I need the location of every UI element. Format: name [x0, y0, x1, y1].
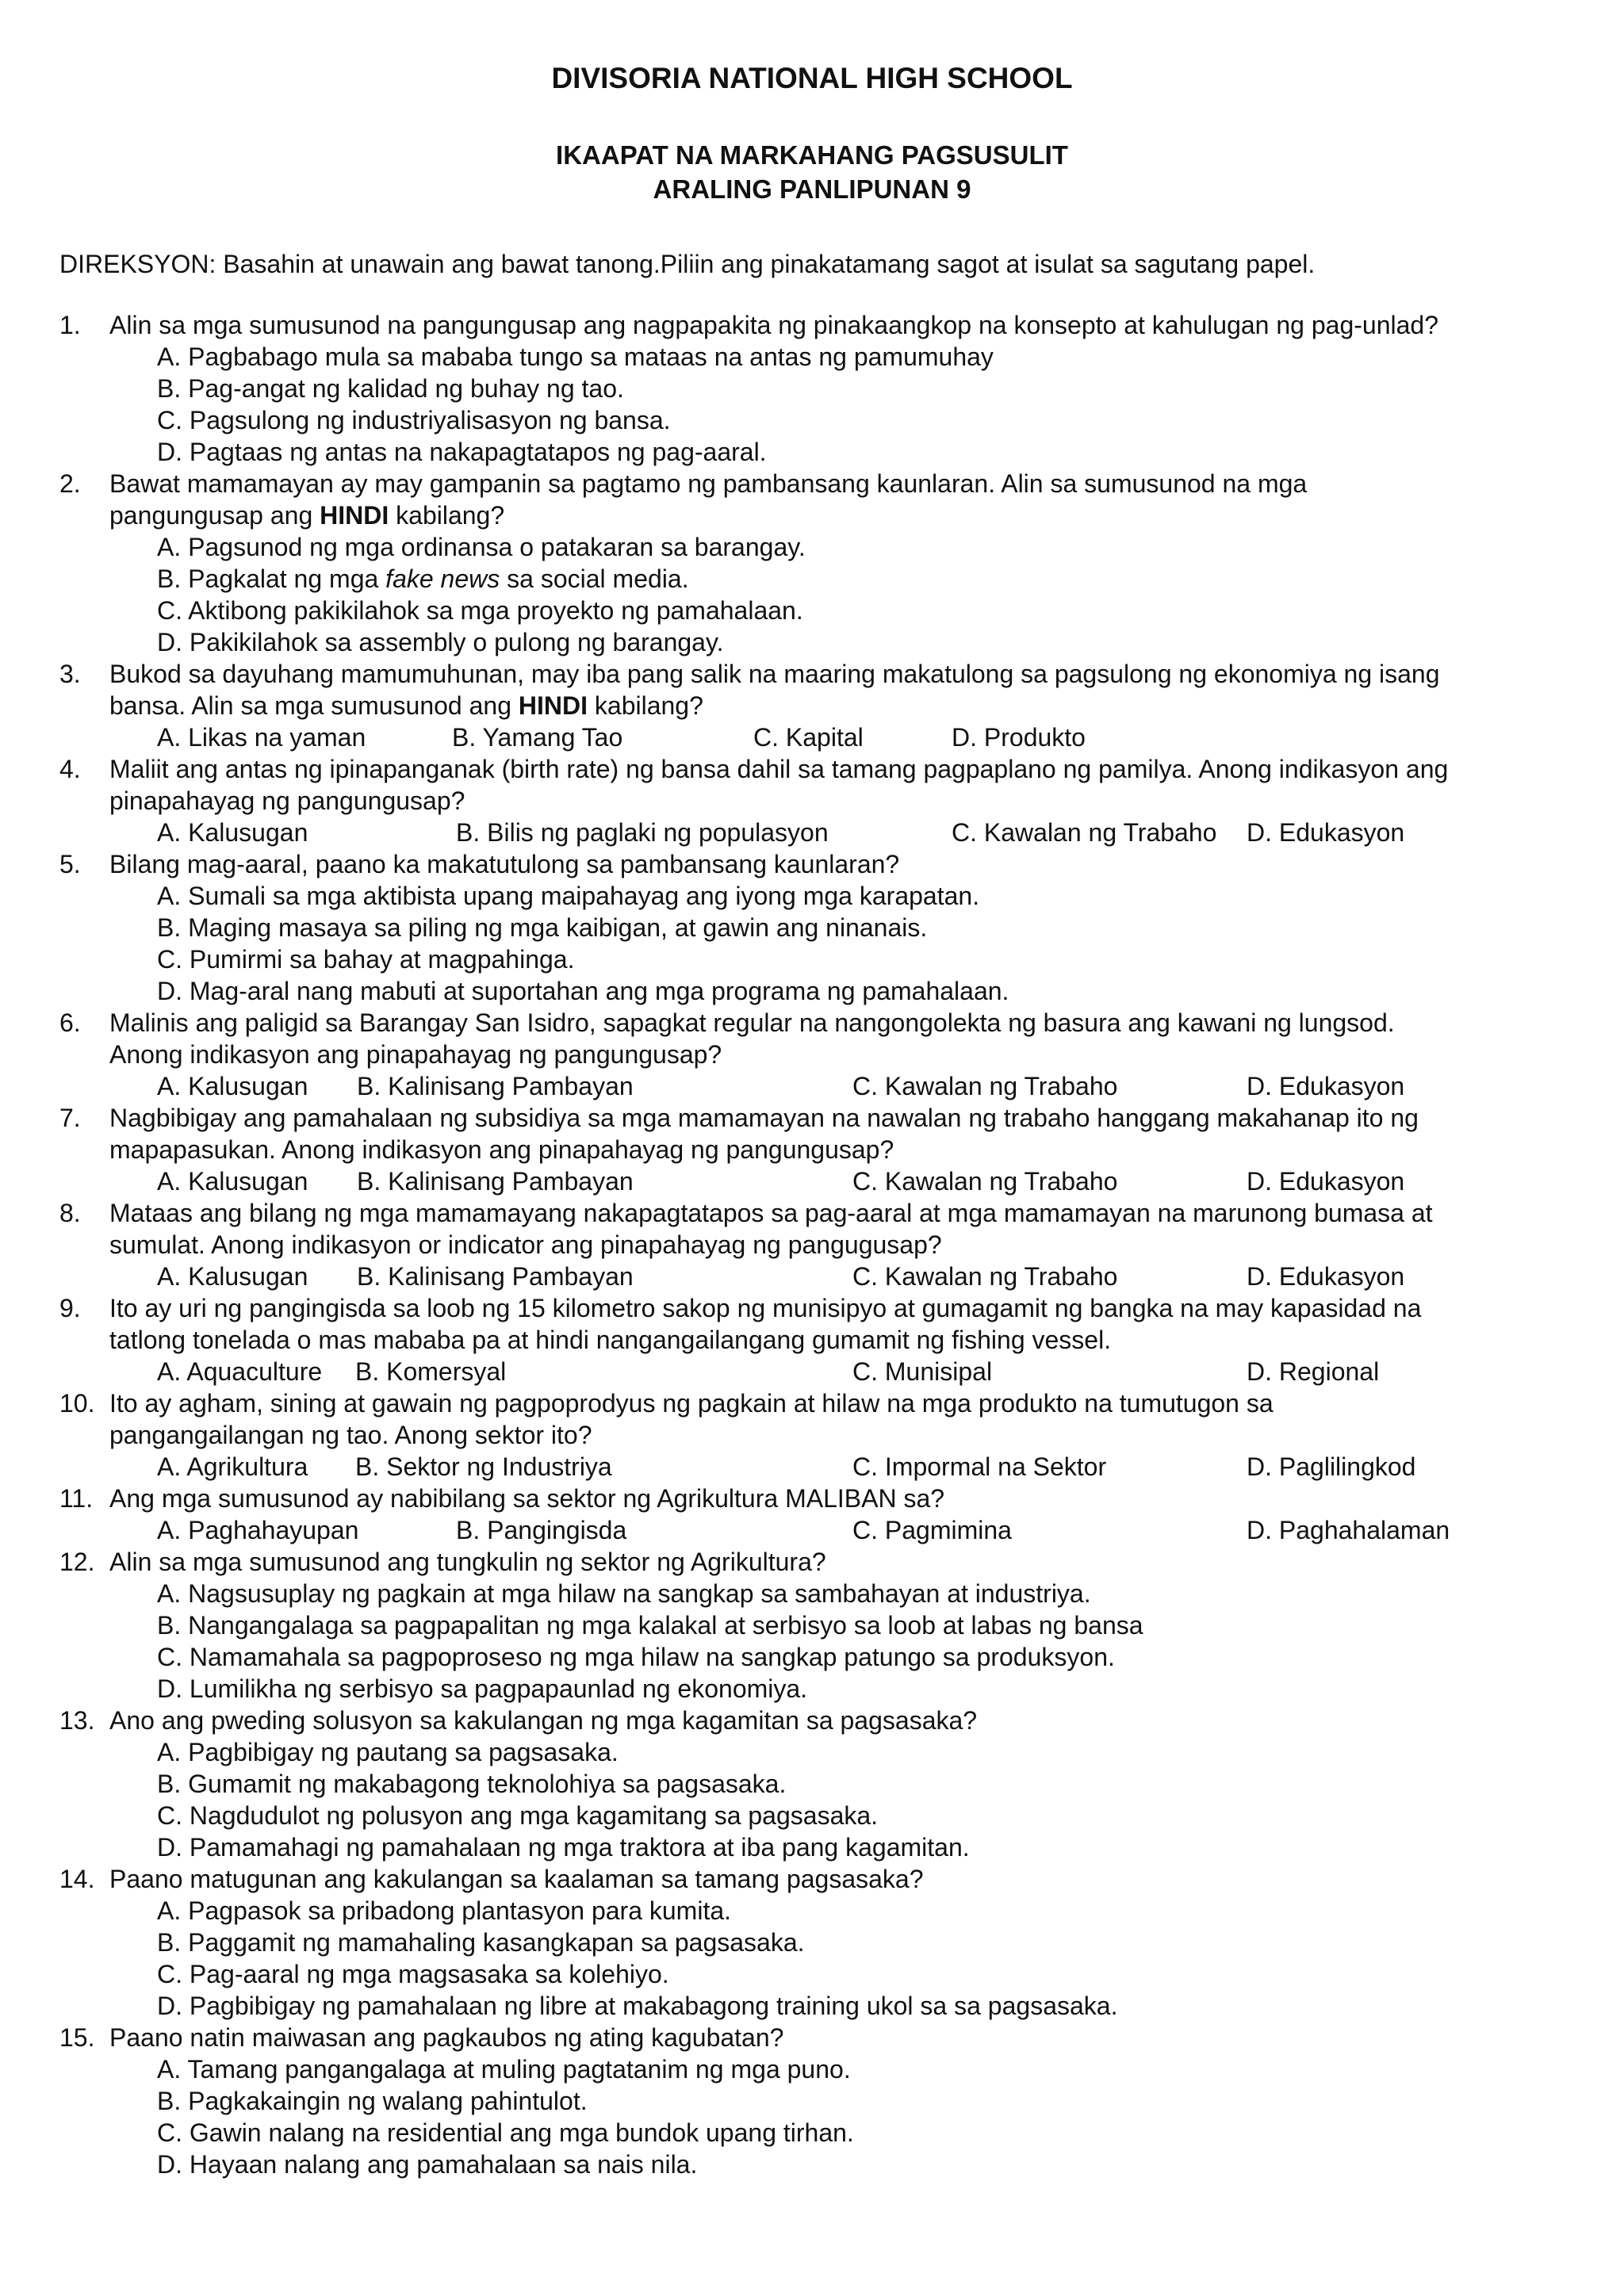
option: B. Sektor ng Industriya — [355, 1452, 612, 1481]
question-number: 13. — [59, 1706, 95, 1735]
option: D. Paghahalaman — [1247, 1516, 1450, 1544]
option: B. Pagkakaingin ng walang pahintulot. — [157, 2087, 588, 2115]
option: A. Agrikultura — [157, 1452, 308, 1481]
exam-title: IKAAPAT NA MARKAHANG PAGSUSULIT — [556, 140, 1068, 170]
option: A. Aquaculture — [157, 1357, 323, 1386]
option: C. Aktibong pakikilahok sa mga proyekto ng pamahalaan. — [157, 596, 803, 625]
option: C. Munisipal — [852, 1357, 993, 1386]
option: C. Impormal na Sektor — [852, 1452, 1107, 1481]
question-9 — [0, 1292, 1624, 1387]
option: B. Pangingisda — [456, 1516, 627, 1544]
question-text-line-2 — [109, 499, 504, 531]
option: D. Edukasyon — [1247, 818, 1405, 847]
question-text: Ito ay agham, sining at gawain ng pagpoprodyus ng pagkain at hilaw na mga produkto na tumutugon sa — [109, 1389, 1274, 1418]
option: D. Regional — [1247, 1357, 1380, 1386]
option: A. Tamang pangangalaga at muling pagtatanim ng mga puno. — [157, 2055, 851, 2084]
question-number: 8. — [59, 1199, 81, 1227]
option: C. Kawalan ng Trabaho — [852, 1167, 1118, 1196]
option: C. Pumirmi sa bahay at magpahinga. — [157, 945, 575, 974]
option: C. Gawin nalang na residential ang mga bundok upang tirhan. — [157, 2118, 854, 2147]
option: D. Pamamahagi ng pamahalaan ng mga traktora at iba pang kagamitan. — [157, 1833, 970, 1862]
question-text: Bilang mag-aaral, paano ka makatutulong sa pambansang kaunlaran? — [109, 850, 900, 878]
option: A. Kalusugan — [157, 1072, 308, 1100]
question-text: Paano matugunan ang kakulangan sa kaalaman sa tamang pagsasaka? — [109, 1865, 924, 1893]
option: A. Nagsusuplay ng pagkain at mga hilaw na sangkap sa sambahayan at industriya. — [157, 1579, 1091, 1608]
option: C. Namamahala sa pagpoproseso ng mga hilaw na sangkap patungo sa produksyon. — [157, 1643, 1115, 1671]
question-3 — [0, 658, 1624, 753]
question-7 — [0, 1102, 1624, 1197]
option: B. Komersyal — [355, 1357, 507, 1386]
option: D. Pakikilahok sa assembly o pulong ng barangay. — [157, 628, 724, 656]
option: C. Kapital — [753, 723, 864, 752]
emphasis-text: HINDI — [320, 501, 389, 530]
text-segment: kabilang? — [588, 691, 703, 720]
option: C. Pagmimina — [852, 1516, 1012, 1544]
question-number: 15. — [59, 2023, 95, 2052]
option: D. Pagbibigay ng pamahalaan ng libre at makabagong training ukol sa sa pagsasaka. — [157, 1992, 1118, 2020]
question-text: Maliit ang antas ng ipinapanganak (birth rate) ng bansa dahil sa tamang pagpaplano ng pamilya. Anong indikasyon ang — [109, 755, 1449, 783]
text-segment: pangungusap ang — [109, 501, 320, 530]
option: D. Pagtaas ng antas na nakapagtatapos ng pag-aaral. — [157, 438, 767, 466]
question-number: 1. — [59, 311, 81, 339]
question-text: Ito ay uri ng pangingisda sa loob ng 15 kilometro sakop ng munisipyo at gumagamit ng bangka na may kapasidad na — [109, 1294, 1422, 1322]
question-number: 11. — [59, 1484, 94, 1513]
question-2 — [0, 468, 1624, 658]
school-name: DIVISORIA NATIONAL HIGH SCHOOL — [551, 62, 1073, 94]
text-segment: bansa. Alin sa mga sumusunod ang — [109, 691, 519, 720]
option: B. Yamang Tao — [452, 723, 623, 752]
question-text: Malinis ang paligid sa Barangay San Isidro, sapagkat regular na nangongolekta ng basura ang kawani ng lungsod. — [109, 1008, 1395, 1037]
option: A. Kalusugan — [157, 818, 308, 847]
option: B. Pag-angat ng kalidad ng buhay ng tao. — [157, 374, 624, 403]
question-number: 7. — [59, 1104, 81, 1132]
text-segment: B. Pagkalat ng mga — [157, 564, 386, 593]
question-text: Alin sa mga sumusunod na pangungusap ang nagpapakita ng pinakaangkop na konsepto at kahulugan ng pag-unlad? — [109, 311, 1438, 339]
question-number: 5. — [59, 850, 81, 878]
italic-text: fake news — [385, 564, 500, 593]
text-segment: sa social media. — [500, 564, 689, 593]
option: C. Kawalan ng Trabaho — [852, 1262, 1118, 1291]
option — [157, 563, 689, 595]
option: A. Kalusugan — [157, 1262, 308, 1291]
question-text-line-2: pangangailangan ng tao. Anong sektor ito? — [109, 1421, 592, 1449]
option: D. Paglilingkod — [1247, 1452, 1416, 1481]
question-list — [0, 309, 1624, 2180]
question-text-line-2: sumulat. Anong indikasyon or indicator ang pinapahayag ng pangugusap? — [109, 1230, 942, 1259]
question-13 — [0, 1705, 1624, 1863]
question-number: 3. — [59, 660, 81, 688]
option: A. Pagbabago mula sa mababa tungo sa mataas na antas ng pamumuhay — [157, 342, 994, 371]
option: A. Paghahayupan — [157, 1516, 359, 1544]
option: D. Edukasyon — [1247, 1167, 1405, 1196]
option: B. Bilis ng paglaki ng populasyon — [456, 818, 829, 847]
question-10 — [0, 1387, 1624, 1483]
option: A. Likas na yaman — [157, 723, 366, 752]
option: B. Gumamit ng makabagong teknolohiya sa pagsasaka. — [157, 1770, 787, 1798]
option: D. Edukasyon — [1247, 1072, 1405, 1100]
option: D. Lumilikha ng serbisyo sa pagpapaunlad ng ekonomiya. — [157, 1674, 808, 1703]
subject-title: ARALING PANLIPUNAN 9 — [653, 174, 971, 204]
question-text: Mataas ang bilang ng mga mamamayang nakapagtatapos sa pag-aaral at mga mamamayan na marunong bumasa at — [109, 1199, 1433, 1227]
question-6 — [0, 1007, 1624, 1102]
question-text: Ang mga sumusunod ay nabibilang sa sektor ng Agrikultura MALIBAN sa? — [109, 1484, 945, 1513]
question-11 — [0, 1483, 1624, 1546]
question-1 — [0, 309, 1624, 468]
option: B. Paggamit ng mamahaling kasangkapan sa pagsasaka. — [157, 1928, 805, 1957]
emphasis-text: HINDI — [518, 691, 588, 720]
option: C. Nagdudulot ng polusyon ang mga kagamitang sa pagsasaka. — [157, 1801, 879, 1830]
option: D. Hayaan nalang ang pamahalaan sa nais nila. — [157, 2150, 698, 2179]
question-text: Paano natin maiwasan ang pagkaubos ng ating kagubatan? — [109, 2023, 784, 2052]
option: A. Pagpasok sa pribadong plantasyon para kumita. — [157, 1896, 732, 1925]
question-number: 14. — [59, 1865, 95, 1893]
option: C. Pagsulong ng industriyalisasyon ng bansa. — [157, 406, 671, 434]
question-5 — [0, 848, 1624, 1007]
option: D. Produkto — [952, 723, 1086, 752]
question-text-line-2 — [109, 690, 703, 721]
question-14 — [0, 1863, 1624, 2022]
question-text-line-2: tatlong tonelada o mas mababa pa at hindi nangangailangang gumamit ng fishing vessel. — [109, 1326, 1112, 1354]
option: B. Kalinisang Pambayan — [357, 1072, 634, 1100]
option: A. Kalusugan — [157, 1167, 308, 1196]
question-number: 6. — [59, 1008, 81, 1037]
option: D. Mag-aral nang mabuti at suportahan ang mga programa ng pamahalaan. — [157, 977, 1009, 1005]
option: B. Kalinisang Pambayan — [357, 1167, 634, 1196]
question-8 — [0, 1197, 1624, 1292]
question-number: 4. — [59, 755, 81, 783]
question-number: 9. — [59, 1294, 81, 1322]
option: B. Nangangalaga sa pagpapalitan ng mga kalakal at serbisyo sa loob at labas ng bansa — [157, 1611, 1143, 1640]
option: D. Edukasyon — [1247, 1262, 1405, 1291]
question-4 — [0, 753, 1624, 848]
option: C. Kawalan ng Trabaho — [952, 818, 1217, 847]
option: B. Kalinisang Pambayan — [357, 1262, 634, 1291]
question-number: 2. — [59, 469, 81, 498]
option: C. Pag-aaral ng mga magsasaka sa kolehiyo. — [157, 1960, 669, 1988]
question-text-line-2: pinapahayag ng pangungusap? — [109, 786, 465, 815]
question-15 — [0, 2022, 1624, 2180]
option: A. Pagbibigay ng pautang sa pagsasaka. — [157, 1738, 619, 1766]
question-text-line-2: mapapasukan. Anong indikasyon ang pinapahayag ng pangungusap? — [109, 1135, 894, 1164]
question-text: Alin sa mga sumusunod ang tungkulin ng sektor ng Agrikultura? — [109, 1548, 826, 1576]
option: B. Maging masaya sa piling ng mga kaibigan, at gawin ang ninanais. — [157, 913, 928, 942]
question-number: 10. — [59, 1389, 95, 1418]
option: A. Pagsunod ng mga ordinansa o patakaran sa barangay. — [157, 533, 806, 561]
directions: DIREKSYON: Basahin at unawain ang bawat tanong.Piliin ang pinakatamang sagot at isulat sa sagutang papel. — [59, 250, 1316, 278]
text-segment: kabilang? — [389, 501, 505, 530]
question-text: Nagbibigay ang pamahalaan ng subsidiya sa mga mamamayan na nawalan ng trabaho hanggang makahanap ito ng — [109, 1104, 1419, 1132]
option: C. Kawalan ng Trabaho — [852, 1072, 1118, 1100]
option: A. Sumali sa mga aktibista upang maipahayag ang iyong mga karapatan. — [157, 882, 980, 910]
question-text-line-2: Anong indikasyon ang pinapahayag ng pangungusap? — [109, 1040, 722, 1069]
question-text: Bukod sa dayuhang mamumuhunan, may iba pang salik na maaring makatulong sa pagsulong ng ekonomiya ng isang — [109, 660, 1440, 688]
question-text: Bawat mamamayan ay may gampanin sa pagtamo ng pambansang kaunlaran. Alin sa sumusunod na mga — [109, 469, 1308, 498]
question-12 — [0, 1546, 1624, 1705]
question-text: Ano ang pweding solusyon sa kakulangan ng mga kagamitan sa pagsasaka? — [109, 1706, 978, 1735]
question-number: 12. — [59, 1548, 95, 1576]
